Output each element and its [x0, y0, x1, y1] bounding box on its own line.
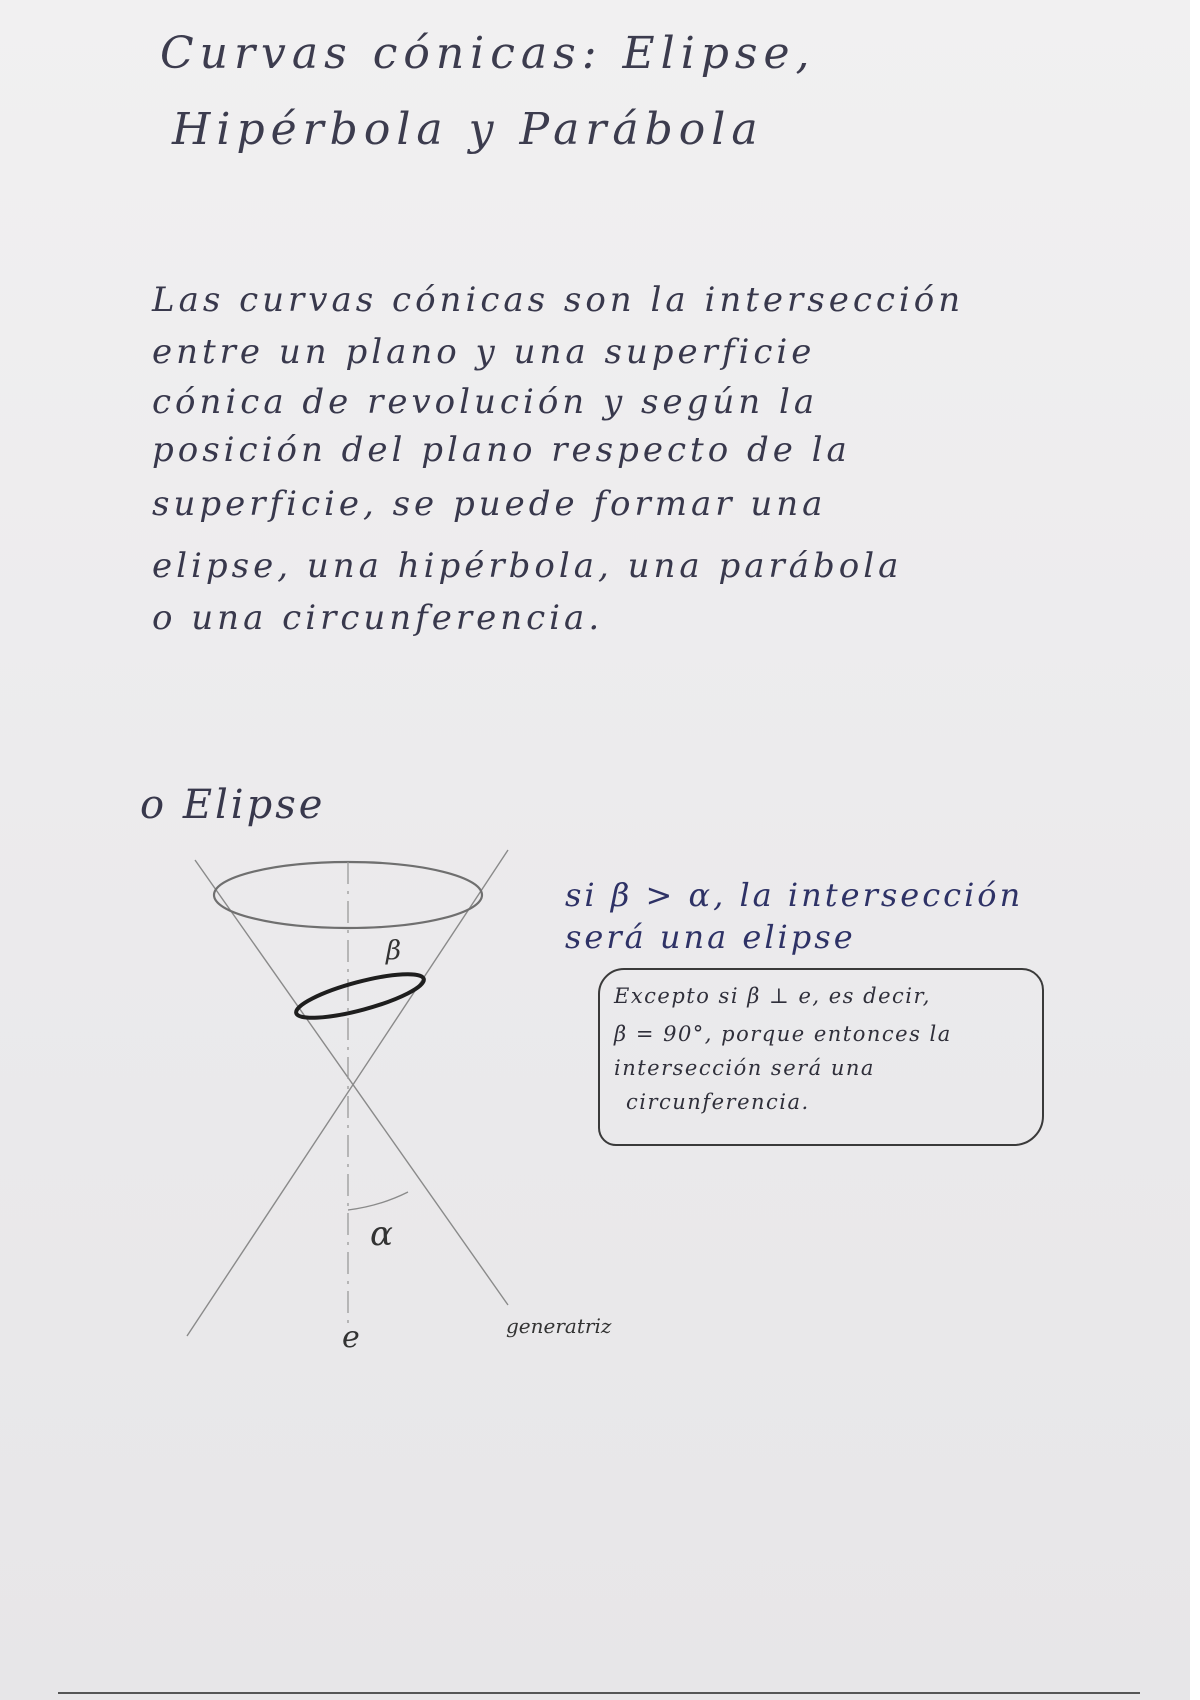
exception-line: intersección será una: [614, 1056, 875, 1080]
page-bottom-rule: [58, 1692, 1140, 1694]
cone-generatrix-left: [195, 860, 508, 1305]
section-ellipse: [293, 965, 428, 1026]
title-line-1: Curvas cónicas: Elipse,: [160, 28, 816, 79]
title-line-2: Hipérbola y Parábola: [172, 104, 764, 155]
intro-line: elipse, una hipérbola, una parábola: [152, 546, 903, 586]
exception-note-box: [598, 968, 1044, 1146]
beta-label: β: [386, 936, 402, 966]
exception-line: Excepto si β ⊥ e, es decir,: [614, 984, 931, 1008]
generatrix-label: generatriz: [506, 1314, 612, 1338]
intro-line: o una circunferencia.: [152, 598, 604, 638]
section-bullet: o: [140, 782, 168, 828]
intro-line: superficie, se puede formar una: [152, 484, 827, 524]
condition-line-2: será una elipse: [565, 918, 856, 956]
intro-line: cónica de revolución y según la: [152, 382, 819, 422]
exception-line: β = 90°, porque entonces la: [614, 1022, 952, 1046]
exception-line: circunferencia.: [626, 1090, 810, 1114]
intro-line: Las curvas cónicas son la intersección: [152, 280, 965, 320]
intro-line: posición del plano respecto de la: [152, 430, 851, 470]
section-title: Elipse: [182, 782, 326, 828]
condition-line-1: si β > α, la intersección: [565, 876, 1024, 914]
intro-line: entre un plano y una superficie: [152, 332, 816, 372]
axis-label-e: e: [342, 1320, 360, 1355]
alpha-angle-arc: [348, 1192, 408, 1210]
alpha-label: α: [370, 1214, 393, 1254]
